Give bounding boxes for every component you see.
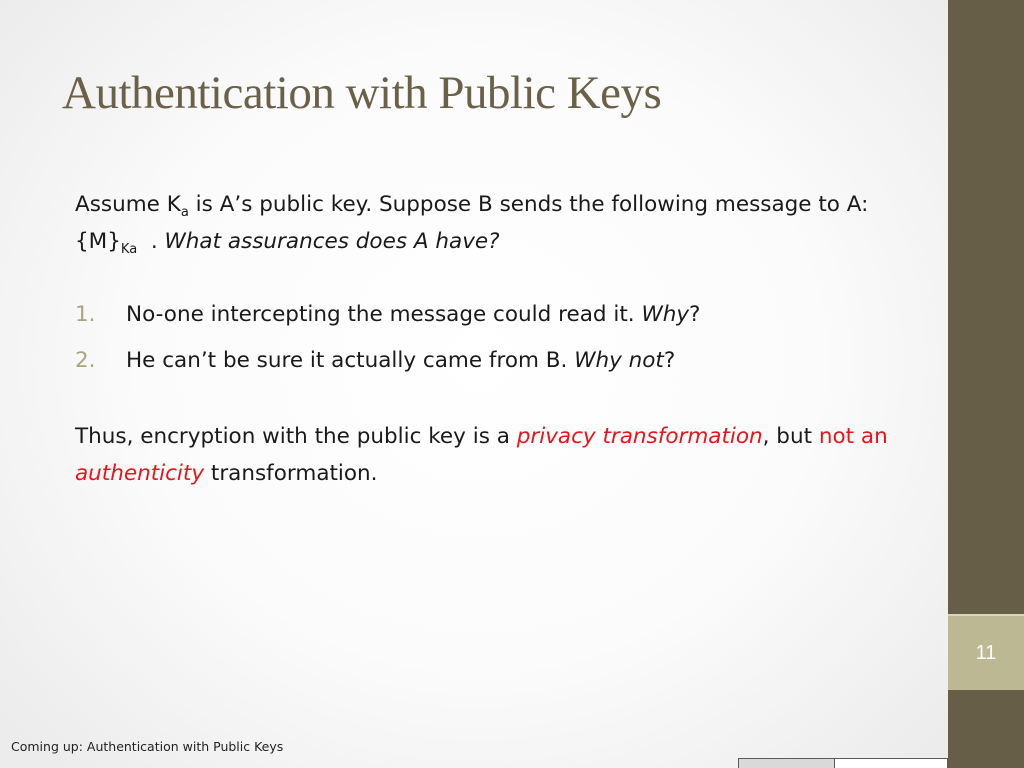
- intro-assume: Assume K: [75, 192, 181, 217]
- list-text: He can’t be sure it actually came from B.: [126, 348, 575, 373]
- list-number: 1.: [75, 302, 96, 327]
- conclusion-paragraph: [75, 418, 915, 492]
- conclusion-text: transformation.: [204, 461, 378, 486]
- page-number-box: [948, 614, 1024, 690]
- navigation-strip-segment: [835, 759, 947, 768]
- list-item: [75, 338, 915, 384]
- list-item: [75, 292, 915, 338]
- footer-text: Coming up: Authentication with Public Keys: [11, 739, 284, 754]
- list-number: 2.: [75, 348, 96, 373]
- privacy-highlight: privacy transformation: [516, 424, 763, 449]
- slide-title: Authentication with Public Keys: [62, 67, 662, 119]
- slide-body: [75, 186, 915, 492]
- assurance-list: [75, 292, 915, 384]
- page-number: 11: [975, 641, 997, 664]
- not-an-highlight: not an: [818, 424, 888, 449]
- intro-paragraph: [75, 186, 915, 260]
- slide-navigation-strip: [738, 758, 948, 768]
- list-text: No-one intercepting the message could read it.: [126, 302, 642, 327]
- list-end: ?: [689, 302, 701, 327]
- navigation-strip-segment: [739, 759, 835, 768]
- key-subscript: a: [180, 205, 189, 220]
- conclusion-text: Thus, encryption with the public key is a: [75, 424, 517, 449]
- intro-question: What assurances does A have?: [164, 229, 500, 254]
- intro-spacer: .: [137, 229, 165, 254]
- list-emphasis: Why: [641, 302, 690, 327]
- list-emphasis: Why not: [574, 348, 664, 373]
- intro-text: is A’s public key. Suppose B sends the following message to A: {M}: [75, 192, 869, 254]
- conclusion-text: , but: [762, 424, 819, 449]
- authenticity-highlight: authenticity: [75, 461, 205, 486]
- list-end: ?: [663, 348, 676, 373]
- message-subscript: Ka: [120, 242, 138, 257]
